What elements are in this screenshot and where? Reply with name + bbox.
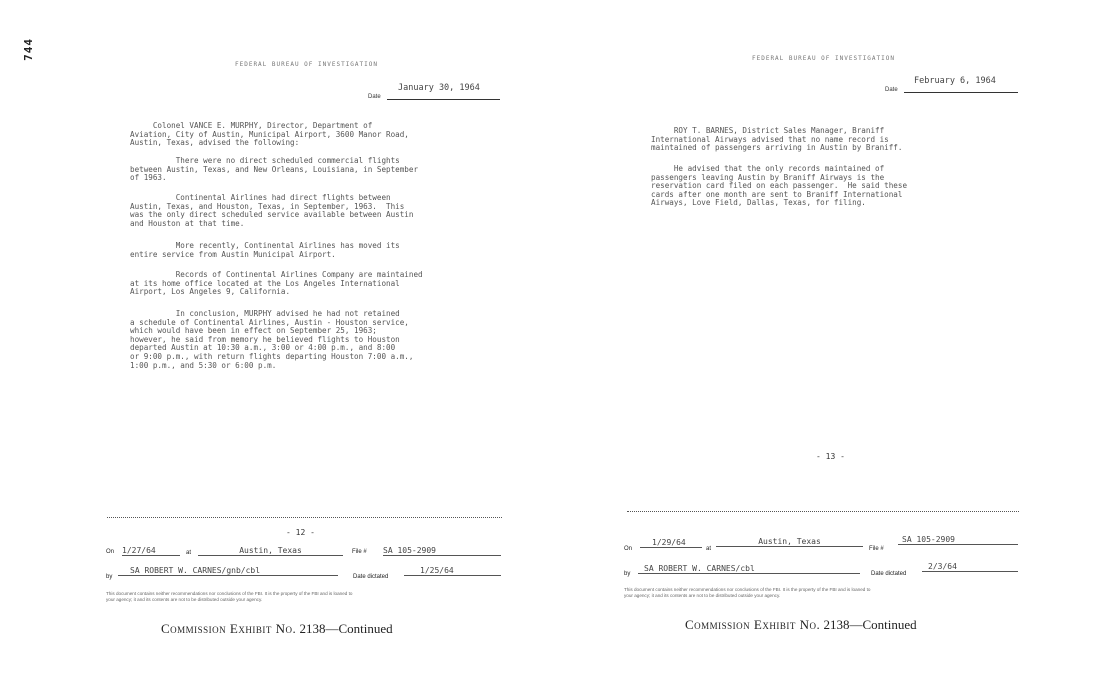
right-dictated-label: Date dictated xyxy=(871,571,907,577)
left-at-place: Austin, Texas xyxy=(198,546,343,556)
right-header: FEDERAL BUREAU OF INVESTIGATION xyxy=(752,55,895,62)
left-paragraph-1: Colonel VANCE E. MURPHY, Director, Department of Aviation, City of Austin, Municipal Airport, 3600 Manor Road, Austin, Texas, advised the following: xyxy=(130,121,409,148)
left-paragraph-2: There were no direct scheduled commercial flights between Austin, Texas, and New Orleans, Louisiana, in September of 1963. xyxy=(130,156,419,183)
right-exhibit-caption xyxy=(685,617,917,633)
left-on-date: 1/27/64 xyxy=(122,546,180,556)
right-form-top-rule xyxy=(627,511,1019,512)
left-dictated-label: Date dictated xyxy=(353,574,389,580)
right-date: February 6, 1964 xyxy=(914,76,996,86)
right-page-number: - 13 - xyxy=(816,452,845,461)
side-page-number: 744 xyxy=(22,38,35,61)
left-header: FEDERAL BUREAU OF INVESTIGATION xyxy=(235,61,378,68)
right-at-label: at xyxy=(706,546,712,552)
left-by-agent: SA ROBERT W. CARNES/gnb/cbl xyxy=(118,566,338,576)
left-on-label: On xyxy=(106,549,115,555)
left-footnote: This document contains neither recommendations nor conclusions of the FBI. It is the property of the FBI and is loaned to your agency; it and its contents are not to be distributed outside your agency. xyxy=(106,591,353,602)
left-file-number: SA 105-2909 xyxy=(383,546,501,556)
right-footnote: This document contains neither recommendations nor conclusions of the FBI. It is the property of the FBI and is loaned to your agency; it and its contents are not to be distributed outside your agency. xyxy=(624,587,871,598)
right-on-date: 1/29/64 xyxy=(640,538,702,548)
left-caption-prefix: Commission Exhibit No. xyxy=(161,621,297,636)
left-dictated-date: 1/25/64 xyxy=(404,566,501,576)
right-caption-rest: 2138—Continued xyxy=(820,617,917,632)
right-file-number: SA 105-2909 xyxy=(898,535,1018,545)
left-exhibit-caption xyxy=(161,621,393,637)
left-file-label: File # xyxy=(352,549,367,555)
left-paragraph-6: In conclusion, MURPHY advised he had not retained a schedule of Continental Airlines, Austin - Houston service, which would have been in effect on September 25, 1963; however, he said from memory he believed flights to Houston departed Austin at 10:30 a.m., 3:00 or 4:00 p.m., and 8:00 or 9:00 p.m., with return flights departing Houston 7:00 a.m., 1:00 p.m., and 5:30 or 6:00 p.m. xyxy=(130,309,414,370)
right-date-label: Date xyxy=(885,87,898,93)
right-caption-prefix: Commission Exhibit No. xyxy=(685,617,821,632)
left-page-number: - 12 - xyxy=(286,528,315,537)
right-dictated-date: 2/3/64 xyxy=(922,562,1018,572)
right-on-label: On xyxy=(624,546,633,552)
left-form-top-rule xyxy=(107,517,502,518)
left-date-rule xyxy=(387,99,500,100)
left-by-label: by xyxy=(106,574,113,580)
right-date-rule xyxy=(904,92,1018,93)
left-at-label: at xyxy=(186,550,192,556)
right-at-place: Austin, Texas xyxy=(716,537,863,547)
right-by-label: by xyxy=(624,571,631,577)
left-paragraph-4: More recently, Continental Airlines has moved its entire service from Austin Municipal Airport. xyxy=(130,241,400,259)
left-paragraph-3: Continental Airlines had direct flights between Austin, Texas, and Houston, Texas, in September, 1963. This was the only direct scheduled service available between Austin and Houston at that time. xyxy=(130,193,414,228)
left-date: January 30, 1964 xyxy=(398,83,480,93)
right-paragraph-2: He advised that the only records maintained of passengers leaving Austin by Braniff Airways is the reservation card filed on each passenger. He said these cards after one month are sent to Braniff International Airways, Love Field, Dallas, Texas, for filing. xyxy=(651,164,908,208)
left-date-label: Date xyxy=(368,94,381,100)
right-by-agent: SA ROBERT W. CARNES/cbl xyxy=(638,564,860,574)
right-file-label: File # xyxy=(869,546,884,552)
left-paragraph-5: Records of Continental Airlines Company are maintained at its home office located at the Los Angeles International Airport, Los Angeles 9, California. xyxy=(130,270,423,297)
left-caption-rest: 2138—Continued xyxy=(296,621,393,636)
right-paragraph-1: ROY T. BARNES, District Sales Manager, Braniff International Airways advised that no name record is maintained of passengers arriving in Austin by Braniff. xyxy=(651,126,903,153)
